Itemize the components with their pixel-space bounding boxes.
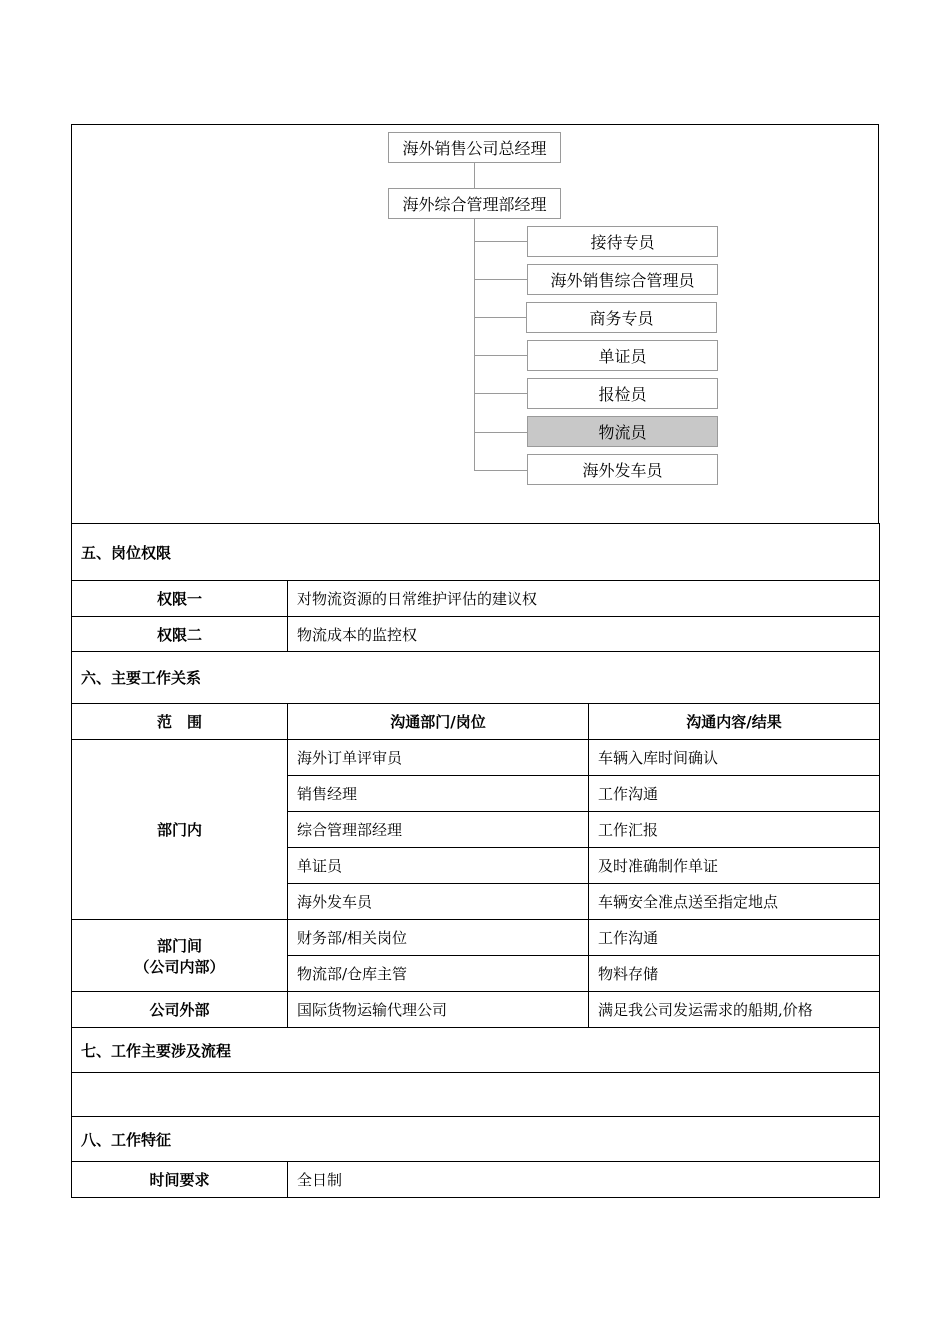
relation-content: 车辆安全准点送至指定地点 bbox=[589, 884, 880, 920]
column-header-dept: 沟通部门/岗位 bbox=[288, 704, 589, 740]
relation-content: 工作沟通 bbox=[589, 776, 880, 812]
org-node-top: 海外销售公司总经理 bbox=[388, 132, 561, 163]
org-chart bbox=[71, 124, 879, 524]
feature-value: 全日制 bbox=[288, 1162, 880, 1198]
org-node-child: 接待专员 bbox=[527, 226, 718, 257]
relation-content: 满足我公司发运需求的船期,价格 bbox=[589, 992, 880, 1028]
scope-cross-department-label: 部门间 bbox=[156, 936, 202, 955]
relation-content: 及时准确制作单证 bbox=[589, 848, 880, 884]
authority-label: 权限一 bbox=[72, 581, 288, 617]
details-table bbox=[71, 523, 880, 1198]
org-branch bbox=[474, 470, 527, 471]
relation-dept: 综合管理部经理 bbox=[288, 812, 589, 848]
column-header-content: 沟通内容/结果 bbox=[589, 704, 880, 740]
relation-content: 车辆入库时间确认 bbox=[589, 740, 880, 776]
org-branch bbox=[474, 241, 527, 242]
org-node-middle: 海外综合管理部经理 bbox=[388, 188, 561, 219]
section-7-content bbox=[72, 1073, 880, 1117]
org-node-child: 海外销售综合管理员 bbox=[527, 264, 718, 295]
scope-internal: 部门内 bbox=[72, 740, 288, 920]
org-node-child: 商务专员 bbox=[526, 302, 717, 333]
org-branch bbox=[474, 355, 527, 356]
org-node-highlighted: 物流员 bbox=[527, 416, 718, 447]
column-header-scope: 范 围 bbox=[72, 704, 288, 740]
org-branch bbox=[474, 432, 527, 433]
org-branch bbox=[474, 393, 527, 394]
org-node-child: 报检员 bbox=[527, 378, 718, 409]
relation-dept: 海外发车员 bbox=[288, 884, 589, 920]
relation-content: 物料存储 bbox=[589, 956, 880, 992]
section-7-title: 七、工作主要涉及流程 bbox=[72, 1028, 880, 1073]
authority-value: 对物流资源的日常维护评估的建议权 bbox=[288, 581, 880, 617]
authority-label: 权限二 bbox=[72, 617, 288, 652]
feature-label: 时间要求 bbox=[72, 1162, 288, 1198]
scope-cross-department bbox=[72, 920, 288, 992]
org-connector bbox=[474, 163, 475, 188]
job-description-document bbox=[71, 124, 879, 1198]
relation-dept: 单证员 bbox=[288, 848, 589, 884]
org-branch bbox=[474, 317, 527, 318]
relation-dept: 财务部/相关岗位 bbox=[288, 920, 589, 956]
org-node-child: 单证员 bbox=[527, 340, 718, 371]
scope-external: 公司外部 bbox=[72, 992, 288, 1028]
relation-content: 工作汇报 bbox=[589, 812, 880, 848]
section-6-title: 六、主要工作关系 bbox=[72, 652, 880, 704]
section-8-title: 八、工作特征 bbox=[72, 1117, 880, 1162]
section-5-title: 五、岗位权限 bbox=[72, 524, 880, 581]
authority-value: 物流成本的监控权 bbox=[288, 617, 880, 652]
org-branch bbox=[474, 279, 527, 280]
scope-cross-department-sub: （公司内部） bbox=[134, 957, 225, 976]
relation-dept: 海外订单评审员 bbox=[288, 740, 589, 776]
relation-dept: 销售经理 bbox=[288, 776, 589, 812]
relation-dept: 物流部/仓库主管 bbox=[288, 956, 589, 992]
org-node-child: 海外发车员 bbox=[527, 454, 718, 485]
relation-content: 工作沟通 bbox=[589, 920, 880, 956]
relation-dept: 国际货物运输代理公司 bbox=[288, 992, 589, 1028]
